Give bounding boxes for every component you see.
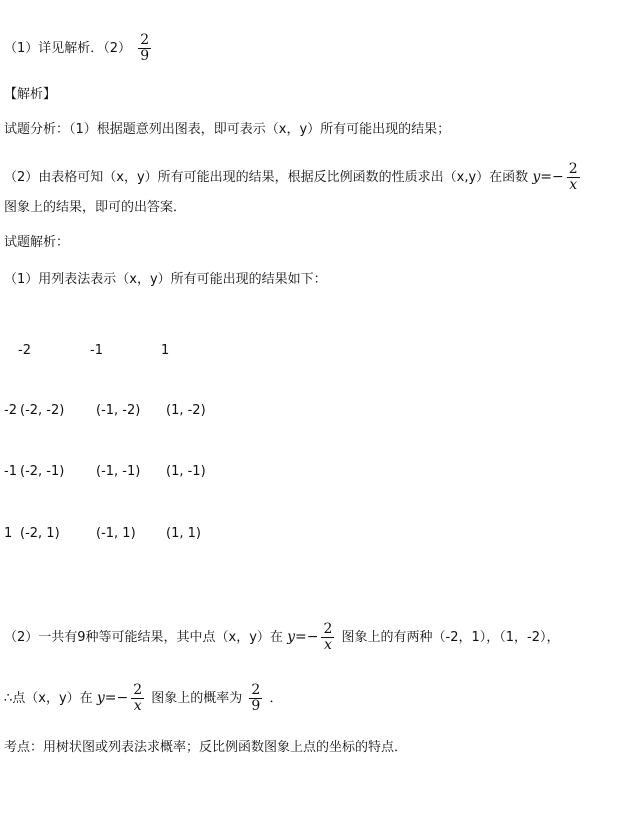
function-eq: = bbox=[540, 169, 552, 185]
function-y: y bbox=[532, 169, 541, 185]
table-cell: (1, -2) bbox=[166, 403, 206, 418]
conclusion-line bbox=[4, 683, 283, 714]
table-row-label: -1 bbox=[4, 464, 17, 479]
table-header-cell: 1 bbox=[161, 343, 170, 358]
function-denominator: x bbox=[569, 177, 578, 193]
function-minus: − bbox=[306, 629, 319, 645]
table-cell: (-1, 1) bbox=[96, 526, 136, 541]
analysis-heading: 【解析】 bbox=[4, 87, 57, 102]
answer-line bbox=[4, 33, 154, 64]
solution-intro: （1）用列表法表示（x，y）所有可能出现的结果如下： bbox=[4, 272, 327, 287]
function-minus: − bbox=[551, 169, 564, 185]
table-row-label: 1 bbox=[4, 526, 13, 541]
conclusion-pre: ∴点（x，y）在 bbox=[4, 691, 93, 706]
part2-post: 图象上的有两种（-2，1），（1，-2）， bbox=[341, 630, 560, 645]
part2-line bbox=[4, 622, 560, 653]
table-header-cell: -2 bbox=[18, 343, 31, 358]
table-cell: (-2, 1) bbox=[20, 526, 60, 541]
function-eq: = bbox=[295, 629, 307, 645]
part2-pre: （2）一共有9种等可能结果，其中点（x，y）在 bbox=[4, 630, 283, 645]
probability-denominator: 9 bbox=[251, 698, 261, 714]
table-cell: (1, 1) bbox=[166, 526, 201, 541]
function-y: y bbox=[96, 690, 105, 706]
analysis-line-2 bbox=[4, 162, 583, 193]
probability-fraction bbox=[249, 683, 262, 714]
table-cell: (-2, -2) bbox=[20, 403, 65, 418]
function-minus: − bbox=[116, 690, 129, 706]
table-cell: (-2, -1) bbox=[20, 464, 65, 479]
answer-fraction-denominator: 9 bbox=[140, 48, 150, 64]
solution-heading: 试题解析： bbox=[4, 235, 70, 250]
table-cell: (-1, -2) bbox=[96, 403, 141, 418]
function-fraction bbox=[131, 683, 144, 714]
function-numerator: 2 bbox=[133, 682, 143, 698]
analysis-line-2-text: （2）由表格可知（x，y）所有可能出现的结果，根据反比例函数的性质求出（x,y）在函数 bbox=[4, 170, 529, 185]
function-fraction bbox=[567, 162, 580, 193]
table-cell: (1, -1) bbox=[166, 464, 206, 479]
conclusion-mid: 图象上的概率为 bbox=[151, 691, 243, 706]
analysis-line-1: 试题分析：（1）根据题意列出图表，即可表示（x，y）所有可能出现的结果； bbox=[4, 122, 451, 137]
answer-fraction-numerator: 2 bbox=[140, 32, 150, 48]
function-denominator: x bbox=[323, 637, 332, 653]
conclusion-end: ． bbox=[269, 691, 283, 706]
function-denominator: x bbox=[133, 698, 142, 714]
function-eq: = bbox=[104, 690, 117, 706]
function-numerator: 2 bbox=[323, 621, 333, 637]
probability-numerator: 2 bbox=[251, 682, 261, 698]
table-row-label: -2 bbox=[4, 403, 17, 418]
table-cell: (-1, -1) bbox=[96, 464, 141, 479]
table-header-cell: -1 bbox=[90, 343, 103, 358]
answer-fraction bbox=[138, 33, 151, 64]
analysis-line-3: 图象上的结果，即可的出答案． bbox=[4, 200, 187, 215]
function-numerator: 2 bbox=[568, 161, 578, 177]
function-fraction bbox=[321, 622, 334, 653]
kaodian-line: 考点：用树状图或列表法求概率；反比例函数图象上点的坐标的特点． bbox=[4, 740, 408, 755]
answer-text: （1）详见解析．（2） bbox=[4, 41, 132, 56]
function-y: y bbox=[287, 629, 295, 645]
